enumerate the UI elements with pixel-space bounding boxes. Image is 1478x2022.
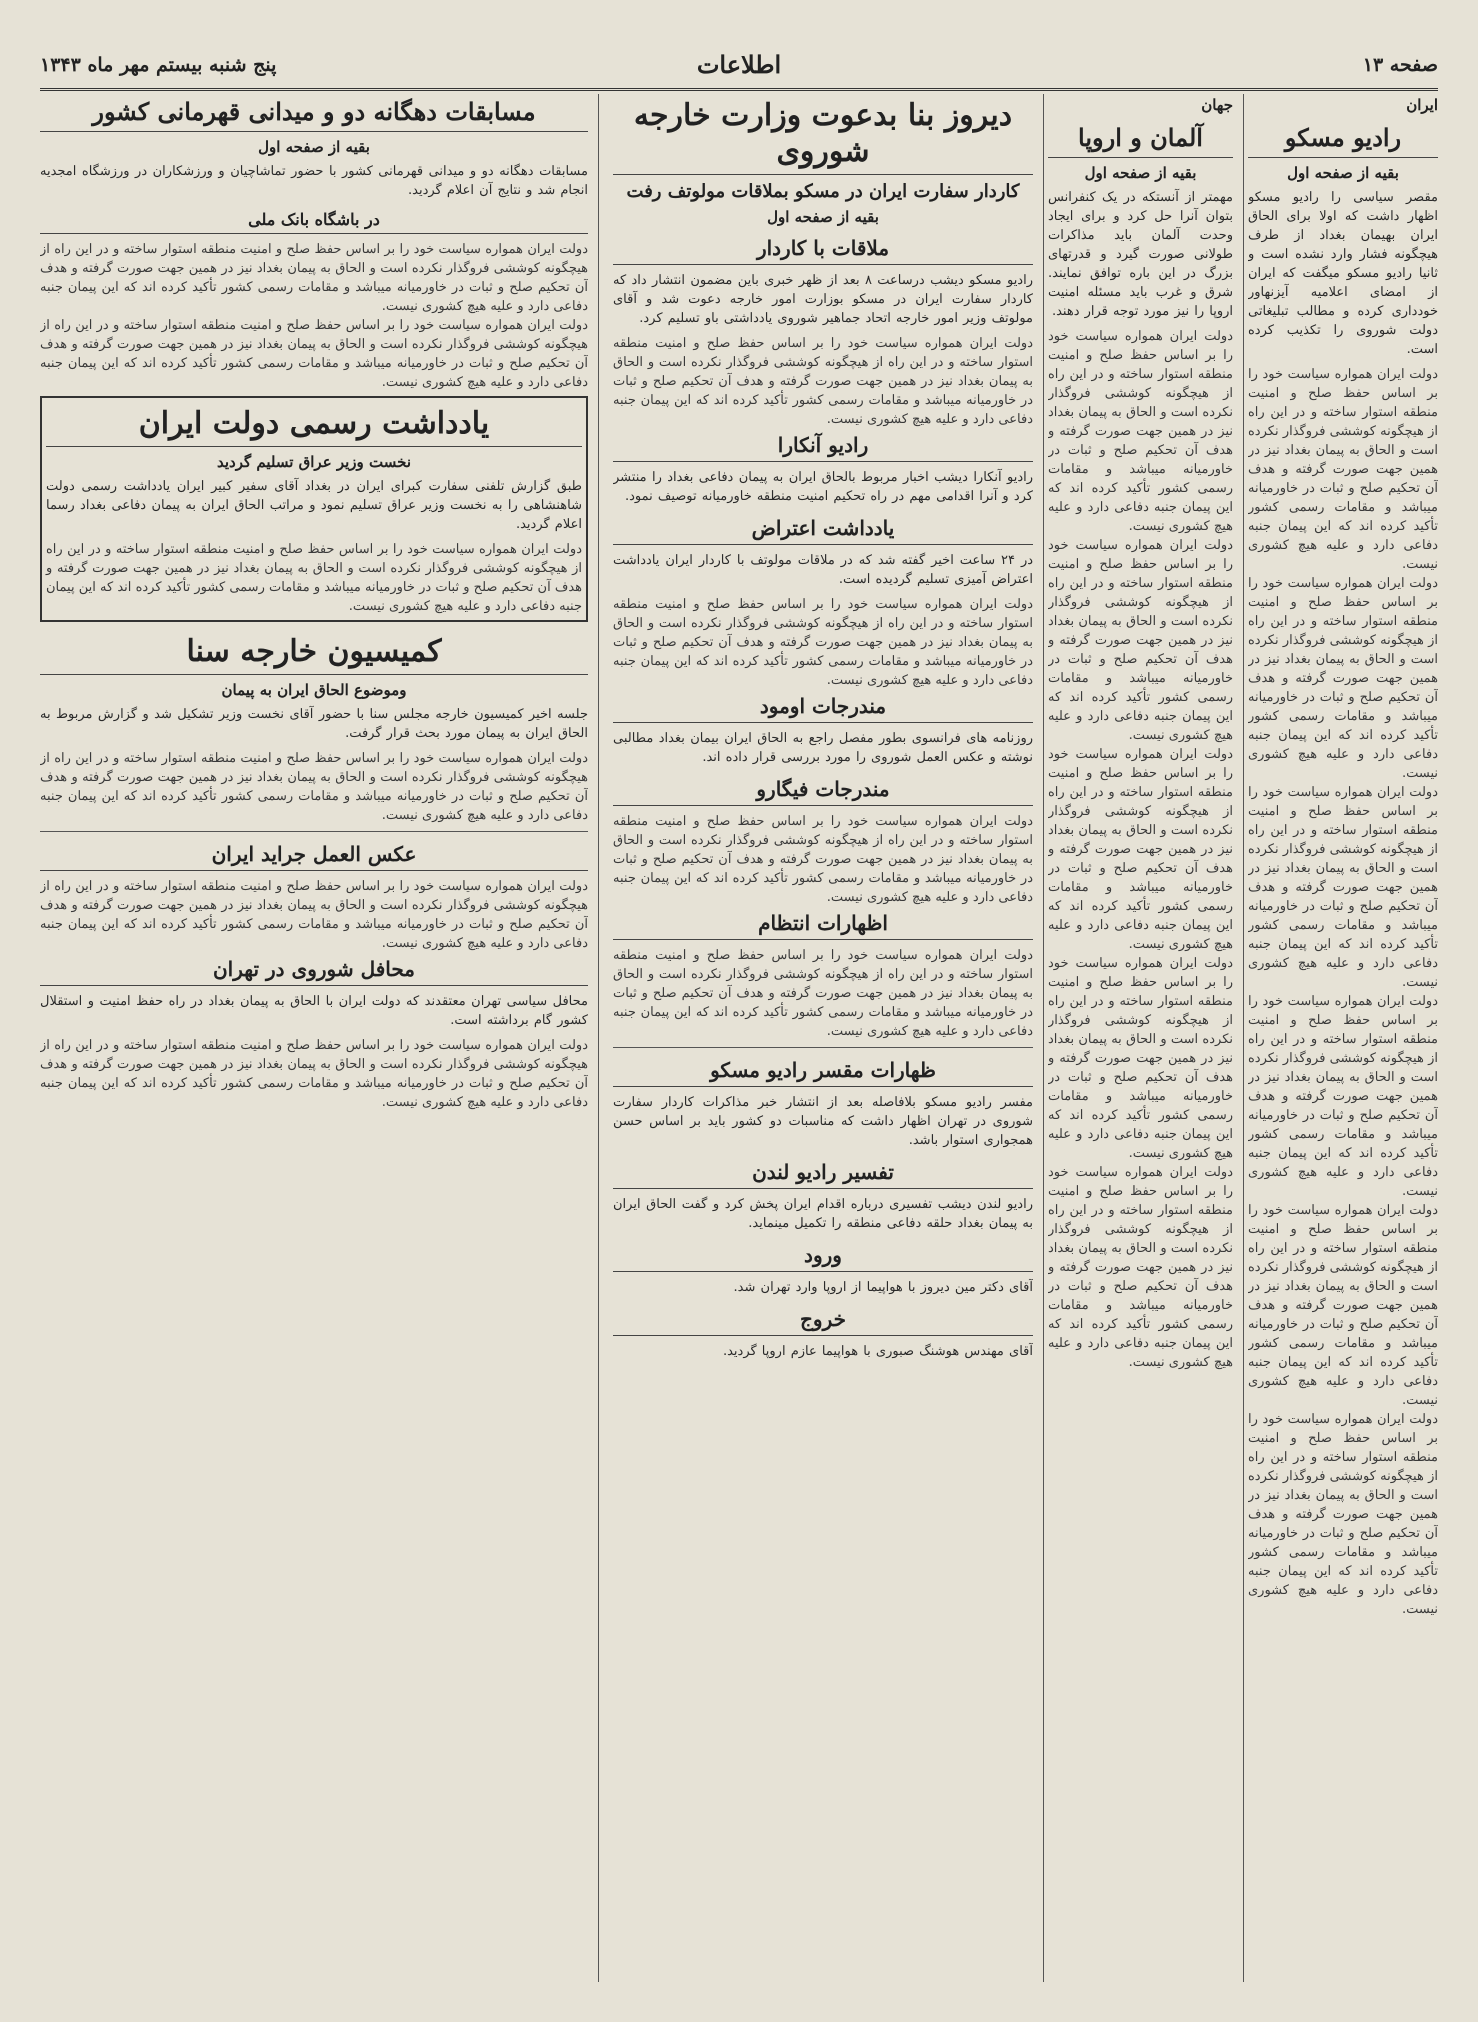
- radio-moscow-continuation-2: دولت ایران همواره سیاست خود را بر اساس حفظ صلح و امنیت منطقه استوار ساخته و در این راه از هیچگونه کوششی فروگذار نکرده است و الحاق به پیمان بغداد نیز در همین جهت صورت گرفته و هدف آن تحکیم صلح و ثبات در خاورمیانه میباشد و مقامات رسمی کشور تأکید کرده اند که این پیمان جنبه دفاعی دارد و علیه هیچ کشوری نیست.: [1248, 575, 1438, 781]
- column-soviet-foreign-ministry: [613, 94, 1033, 1982]
- soviet-circles-body: محافل سیاسی تهران معتقدند که دولت ایران با الحاق به پیمان بغداد در راه حفظ امنیت و استقلال کشور گام برداشته است.: [40, 993, 588, 1028]
- radio-moscow-continuation-5: دولت ایران همواره سیاست خود را بر اساس حفظ صلح و امنیت منطقه استوار ساخته و در این راه از هیچگونه کوششی فروگذار نکرده است و الحاق به پیمان بغداد نیز در همین جهت صورت گرفته و هدف آن تحکیم صلح و ثبات در خاورمیانه میباشد و مقامات رسمی کشور تأکید کرده اند که این پیمان جنبه دفاعی دارد و علیه هیچ کشوری نیست.: [1248, 1202, 1438, 1408]
- germany-europe-continuation-3: دولت ایران همواره سیاست خود را بر اساس حفظ صلح و امنیت منطقه استوار ساخته و در این راه از هیچگونه کوششی فروگذار نکرده است و الحاق به پیمان بغداد نیز در همین جهت صورت گرفته و هدف آن تحکیم صلح و ثبات در خاورمیانه میباشد و مقامات رسمی کشور تأکید کرده اند که این پیمان جنبه دفاعی دارد و علیه هیچ کشوری نیست.: [1048, 746, 1233, 952]
- section-label-iran: ایران: [1406, 96, 1438, 114]
- germany-europe-headline: آلمان و اروپا: [1048, 120, 1233, 158]
- radio-ankara-body: رادیو آنکارا دیشب اخبار مربوط بالحاق ایران به پیمان دفاعی بغداد را منتشر کرد و آنرا اقدامی مهم در راه تحکیم امنیت منطقه خاورمیانه توصیف نمود.: [613, 470, 1033, 504]
- subhead-le-figaro: مندرجات فیگارو: [613, 773, 1033, 806]
- departure-body: آقای مهندس هوشنگ صبوری با هواپیما عازم اروپا گردید.: [722, 1344, 1033, 1359]
- soviet-circles-headline: محافل شوروی در تهران: [40, 953, 588, 986]
- radio-moscow-commentary-headline: ظهارات مقسر رادیو مسکو: [613, 1054, 1033, 1087]
- soviet-invitation-headline: دیروز بنا بدعوت وزارت خارجه شوروی: [613, 94, 1033, 175]
- germany-europe-continuation-2: دولت ایران همواره سیاست خود را بر اساس حفظ صلح و امنیت منطقه استوار ساخته و در این راه از هیچگونه کوششی فروگذار نکرده است و الحاق به پیمان بغداد نیز در همین جهت صورت گرفته و هدف آن تحکیم صلح و ثبات در خاورمیانه میباشد و مقامات رسمی کشور تأکید کرده اند که این پیمان جنبه دفاعی دارد و علیه هیچ کشوری نیست.: [1048, 537, 1233, 743]
- germany-europe-continuation-5: دولت ایران همواره سیاست خود را بر اساس حفظ صلح و امنیت منطقه استوار ساخته و در این راه از هیچگونه کوششی فروگذار نکرده است و الحاق به پیمان بغداد نیز در همین جهت صورت گرفته و هدف آن تحکیم صلح و ثبات در خاورمیانه میباشد و مقامات رسمی کشور تأکید کرده اند که این پیمان جنبه دفاعی دارد و علیه هیچ کشوری نیست.: [1048, 1164, 1233, 1370]
- column-divider: [1043, 94, 1044, 1982]
- radio-moscow-continuation: دولت ایران همواره سیاست خود را بر اساس حفظ صلح و امنیت منطقه استوار ساخته و در این راه از هیچگونه کوششی فروگذار نکرده است و الحاق به پیمان بغداد نیز در همین جهت صورت گرفته و هدف آن تحکیم صلح و ثبات در خاورمیانه میباشد و مقامات رسمی کشور تأکید کرده اند که این پیمان جنبه دفاعی دارد و علیه هیچ کشوری نیست.: [1248, 366, 1438, 572]
- column-divider: [1243, 94, 1244, 1982]
- radio-moscow-body: مقصر سیاسی را رادیو مسکو اظهار داشت که اولا برای الحاق ایران بهیمان بغداد از طرف هیچگونه فشار وارد نشده است و ثانیا رادیو مسکو میگفت که ایران از امضای اعلامیه آیزنهاور خودداری کرده و مطالب تبلیغاتی دولت شوروی را تکذیب کرده است.: [1248, 189, 1438, 357]
- senate-committee-continuation: دولت ایران همواره سیاست خود را بر اساس حفظ صلح و امنیت منطقه استوار ساخته و در این راه از هیچگونه کوششی فروگذار نکرده است و الحاق به پیمان بغداد نیز در همین جهت صورت گرفته و هدف آن تحکیم صلح و ثبات در خاورمیانه میباشد و مقامات رسمی کشور تأکید کرده اند که این پیمان جنبه دفاعی دارد و علیه هیچ کشوری نیست.: [40, 750, 588, 823]
- germany-europe-byline: بقیه از صفحه اول: [1084, 163, 1197, 182]
- page-number: صفحه ۱۳: [1362, 54, 1438, 76]
- section-rule: [40, 831, 588, 832]
- protest-note-body: در ۲۴ ساعت اخیر گفته شد که در ملاقات مولوتف با کاردار ایران یادداشت اعتراض آمیزی تسلیم گردیده است.: [613, 553, 1033, 587]
- official-note-continuation: دولت ایران همواره سیاست خود را بر اساس حفظ صلح و امنیت منطقه استوار ساخته و در این راه از هیچگونه کوششی فروگذار نکرده است و الحاق به پیمان بغداد نیز در همین جهت صورت گرفته و هدف آن تحکیم صلح و ثبات در خاورمیانه میباشد و مقامات رسمی کشور تأکید کرده اند که این پیمان جنبه دفاعی دارد و علیه هیچ کشوری نیست.: [46, 541, 582, 614]
- subhead-radio-ankara: رادیو آنکارا: [613, 429, 1033, 462]
- radio-moscow-byline: بقیه از صفحه اول: [1287, 163, 1399, 182]
- iranian-press-headline: عکس العمل جراید ایران: [40, 838, 588, 871]
- championship-continuation: دولت ایران همواره سیاست خود را بر اساس حفظ صلح و امنیت منطقه استوار ساخته و در این راه از هیچگونه کوششی فروگذار نکرده است و الحاق به پیمان بغداد نیز در همین جهت صورت گرفته و هدف آن تحکیم صلح و ثبات در خاورمیانه میباشد و مقامات رسمی کشور تأکید کرده اند که این پیمان جنبه دفاعی دارد و علیه هیچ کشوری نیست.: [40, 241, 588, 314]
- subhead-bank-melli-club: در باشگاه بانک ملی: [40, 206, 588, 234]
- senate-committee-headline: کمیسیون خارجه سنا: [40, 630, 588, 675]
- subhead-le-monde: مندرجات اومود: [613, 690, 1033, 723]
- radio-london-headline: تفسیر رادیو لندن: [613, 1156, 1033, 1189]
- radio-moscow-continuation-6: دولت ایران همواره سیاست خود را بر اساس حفظ صلح و امنیت منطقه استوار ساخته و در این راه از هیچگونه کوششی فروگذار نکرده است و الحاق به پیمان بغداد نیز در همین جهت صورت گرفته و هدف آن تحکیم صلح و ثبات در خاورمیانه میباشد و مقامات رسمی کشور تأکید کرده اند که این پیمان جنبه دفاعی دارد و علیه هیچ کشوری نیست.: [1248, 1411, 1438, 1617]
- departure-headline: خروج: [613, 1303, 1033, 1336]
- charge-meeting-continuation: دولت ایران همواره سیاست خود را بر اساس حفظ صلح و امنیت منطقه استوار ساخته و در این راه از هیچگونه کوششی فروگذار نکرده است و الحاق به پیمان بغداد نیز در همین جهت صورت گرفته و هدف آن تحکیم صلح و ثبات در خاورمیانه میباشد و مقامات رسمی کشور تأکید کرده اند که این پیمان جنبه دفاعی دارد و علیه هیچ کشوری نیست.: [613, 336, 1033, 427]
- soviet-circles-continuation: دولت ایران همواره سیاست خود را بر اساس حفظ صلح و امنیت منطقه استوار ساخته و در این راه از هیچگونه کوششی فروگذار نکرده است و الحاق به پیمان بغداد نیز در همین جهت صورت گرفته و هدف آن تحکیم صلح و ثبات در خاورمیانه میباشد و مقامات رسمی کشور تأکید کرده اند که این پیمان جنبه دفاعی دارد و علیه هیچ کشوری نیست.: [40, 1037, 588, 1110]
- iranian-press-body: دولت ایران همواره سیاست خود را بر اساس حفظ صلح و امنیت منطقه استوار ساخته و در این راه از هیچگونه کوششی فروگذار نکرده است و الحاق به پیمان بغداد نیز در همین جهت صورت گرفته و هدف آن تحکیم صلح و ثبات در خاورمیانه میباشد و مقامات رسمی کشور تأکید کرده اند که این پیمان جنبه دفاعی دارد و علیه هیچ کشوری نیست.: [40, 878, 588, 951]
- subhead-entezam-statements: اظهارات انتظام: [613, 907, 1033, 940]
- championship-body: مسابقات دهگانه دو و میدانی قهرمانی کشور با حضور تماشاچیان و ورزشکاران در ورزشگاه امجدیه انجام شد و نتایج آن اعلام گردید.: [40, 163, 588, 198]
- masthead: [40, 48, 1438, 91]
- column-divider: [598, 94, 599, 1982]
- arrival-headline: ورود: [613, 1239, 1033, 1272]
- section-rule: [613, 1047, 1033, 1048]
- le-figaro-body: دولت ایران همواره سیاست خود را بر اساس حفظ صلح و امنیت منطقه استوار ساخته و در این راه از هیچگونه کوششی فروگذار نکرده است و الحاق به پیمان بغداد نیز در همین جهت صورت گرفته و هدف آن تحکیم صلح و ثبات در خاورمیانه میباشد و مقامات رسمی کشور تأکید کرده اند که این پیمان جنبه دفاعی دارد و علیه هیچ کشوری نیست.: [613, 814, 1033, 905]
- column-sports-and-notes: [40, 94, 588, 1982]
- arrival-body: آقای دکتر مین دیروز با هواپیما از اروپا وارد تهران شد.: [733, 1280, 1033, 1295]
- column-radio-moscow: [1248, 94, 1438, 1982]
- radio-moscow-continuation-4: دولت ایران همواره سیاست خود را بر اساس حفظ صلح و امنیت منطقه استوار ساخته و در این راه از هیچگونه کوششی فروگذار نکرده است و الحاق به پیمان بغداد نیز در همین جهت صورت گرفته و هدف آن تحکیم صلح و ثبات در خاورمیانه میباشد و مقامات رسمی کشور تأکید کرده اند که این پیمان جنبه دفاعی دارد و علیه هیچ کشوری نیست.: [1248, 993, 1438, 1199]
- subhead-charge-meeting: ملاقات با کاردار: [613, 232, 1033, 265]
- championship-byline: بقیه از صفحه اول: [258, 137, 370, 156]
- section-label-jahan: جهان: [1201, 96, 1233, 114]
- official-note-body: طبق گزارش تلفنی سفارت کبرای ایران در بغداد آقای سفیر کبیر ایران یادداشت رسمی دولت شاهنشاهی را به نخست وزیر عراق تسلیم نمود و مراتب الحاق ایران به پیمان دفاعی بغداد رسما اعلام گردید.: [46, 478, 582, 532]
- germany-europe-continuation: دولت ایران همواره سیاست خود را بر اساس حفظ صلح و امنیت منطقه استوار ساخته و در این راه از هیچگونه کوششی فروگذار نکرده است و الحاق به پیمان بغداد نیز در همین جهت صورت گرفته و هدف آن تحکیم صلح و ثبات در خاورمیانه میباشد و مقامات رسمی کشور تأکید کرده اند که این پیمان جنبه دفاعی دارد و علیه هیچ کشوری نیست.: [1048, 328, 1233, 534]
- championship-continuation-2: دولت ایران همواره سیاست خود را بر اساس حفظ صلح و امنیت منطقه استوار ساخته و در این راه از هیچگونه کوششی فروگذار نکرده است و الحاق به پیمان بغداد نیز در همین جهت صورت گرفته و هدف آن تحکیم صلح و ثبات در خاورمیانه میباشد و مقامات رسمی کشور تأکید کرده اند که این پیمان جنبه دفاعی دارد و علیه هیچ کشوری نیست.: [40, 317, 588, 390]
- subhead-protest-note: یادداشت اعتراض: [613, 512, 1033, 545]
- charge-meeting-body: رادیو مسکو دیشب درساعت ۸ بعد از ظهر خبری باین مضمون انتشار داد که کاردار سفارت ایران در مسکو بوزارت امور خارجه دعوت شد و آقای مولوتف وزیر امور خارجه اتحاد جماهیر شوروی یادداشتی باو تسلیم کرد.: [613, 273, 1033, 326]
- radio-london-body: رادیو لندن دیشب تفسیری درباره اقدام ایران پخش کرد و گفت الحاق ایران به پیمان بغداد حلقه دفاعی منطقه را تکمیل مینماید.: [613, 1197, 1033, 1231]
- issue-date: پنج شنبه بیستم مهر ماه ۱۳۴۳: [40, 54, 277, 76]
- senate-committee-body: جلسه اخیر کمیسیون خارجه مجلس سنا با حضور آقای نخست وزیر تشکیل شد و گزارش مربوط به الحاق ایران به پیمان مورد بحث قرار گرفت.: [40, 706, 588, 741]
- official-note-box: [40, 396, 588, 622]
- championship-headline: مسابقات دهگانه دو و میدانی قهرمانی کشور: [40, 94, 588, 132]
- soviet-invitation-subheadline: کاردار سفارت ایران در مسکو بملاقات مولوتف رفت: [626, 181, 1020, 202]
- germany-europe-body: مهمتر از آنستکه در یک کنفرانس بتوان آنرا حل کرد و برای ایجاد وحدت آلمان باید مذاکرات طولانی صورت گیرد و قدرتهای بزرگ در این باره توافق نمایند. شرق و غرب باید مسئله امنیت اروپا را نیز مورد توجه قرار دهند.: [1048, 189, 1233, 319]
- official-note-subheadline: نخست وزیر عراق تسلیم گردید: [216, 452, 411, 471]
- radio-moscow-continuation-3: دولت ایران همواره سیاست خود را بر اساس حفظ صلح و امنیت منطقه استوار ساخته و در این راه از هیچگونه کوششی فروگذار نکرده است و الحاق به پیمان بغداد نیز در همین جهت صورت گرفته و هدف آن تحکیم صلح و ثبات در خاورمیانه میباشد و مقامات رسمی کشور تأکید کرده اند که این پیمان جنبه دفاعی دارد و علیه هیچ کشوری نیست.: [1248, 784, 1438, 990]
- germany-europe-continuation-4: دولت ایران همواره سیاست خود را بر اساس حفظ صلح و امنیت منطقه استوار ساخته و در این راه از هیچگونه کوششی فروگذار نکرده است و الحاق به پیمان بغداد نیز در همین جهت صورت گرفته و هدف آن تحکیم صلح و ثبات در خاورمیانه میباشد و مقامات رسمی کشور تأکید کرده اند که این پیمان جنبه دفاعی دارد و علیه هیچ کشوری نیست.: [1048, 955, 1233, 1161]
- senate-committee-subheadline: وموضوع الحاق ایران به پیمان: [221, 680, 407, 699]
- le-monde-body: روزنامه های فرانسوی بطور مفصل راجع به الحاق ایران بیمان بغداد مطالبی نوشته و عکس العمل شوروی را مورد بررسی قرار داده اند.: [613, 731, 1033, 765]
- radio-moscow-headline: رادیو مسکو: [1248, 120, 1438, 158]
- soviet-invitation-byline: بقیه از صفحه اول: [767, 208, 879, 226]
- column-germany-europe: [1048, 94, 1233, 1982]
- entezam-statements-body: دولت ایران همواره سیاست خود را بر اساس حفظ صلح و امنیت منطقه استوار ساخته و در این راه از هیچگونه کوششی فروگذار نکرده است و الحاق به پیمان بغداد نیز در همین جهت صورت گرفته و هدف آن تحکیم صلح و ثبات در خاورمیانه میباشد و مقامات رسمی کشور تأکید کرده اند که این پیمان جنبه دفاعی دارد و علیه هیچ کشوری نیست.: [613, 948, 1033, 1039]
- protest-note-continuation: دولت ایران همواره سیاست خود را بر اساس حفظ صلح و امنیت منطقه استوار ساخته و در این راه از هیچگونه کوششی فروگذار نکرده است و الحاق به پیمان بغداد نیز در همین جهت صورت گرفته و هدف آن تحکیم صلح و ثبات در خاورمیانه میباشد و مقامات رسمی کشور تأکید کرده اند که این پیمان جنبه دفاعی دارد و علیه هیچ کشوری نیست.: [613, 597, 1033, 688]
- paper-name: اطلاعات: [696, 50, 782, 79]
- radio-moscow-commentary-body: مفسر رادیو مسکو بلافاصله بعد از انتشار خبر مذاکرات کاردار سفارت شوروی در تهران اظهار داشت که مناسبات دو کشور باید بر اساس حسن همجواری استوار باشد.: [613, 1095, 1033, 1148]
- official-note-headline: یادداشت رسمی دولت ایران: [46, 402, 582, 447]
